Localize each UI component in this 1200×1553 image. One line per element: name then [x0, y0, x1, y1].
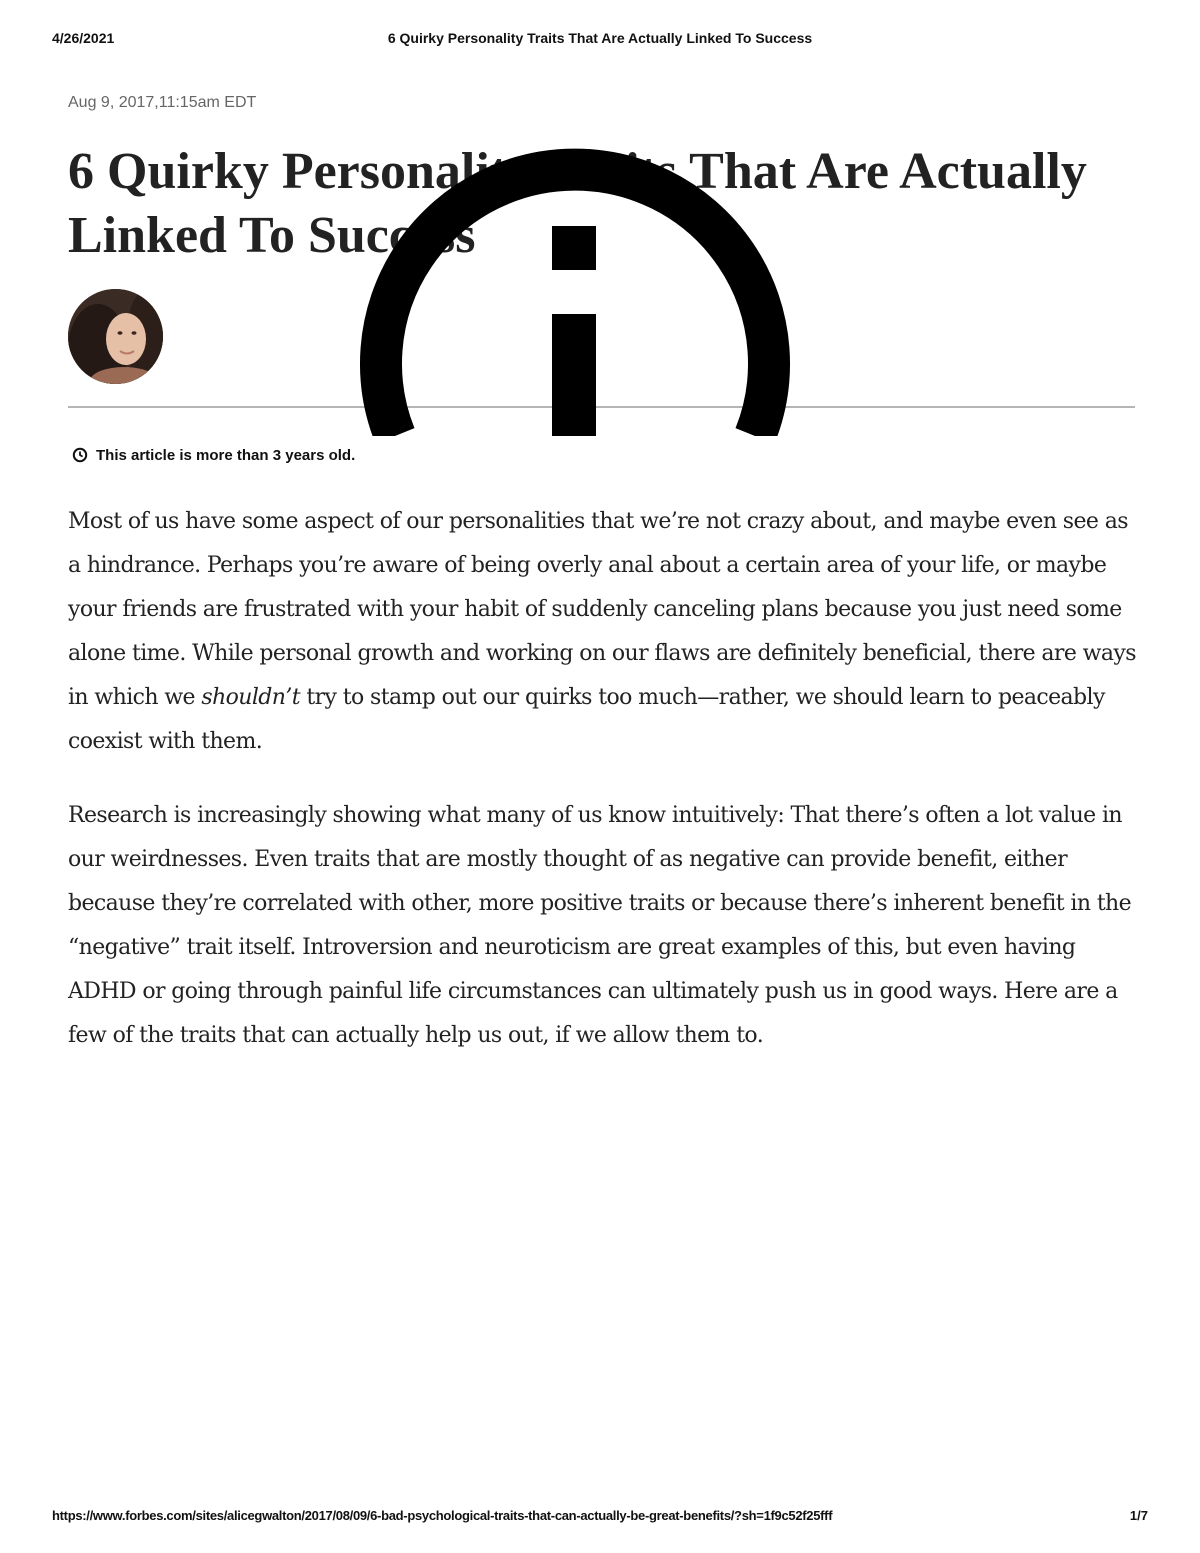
print-footer: [52, 1508, 1148, 1526]
author-photo: [68, 289, 163, 384]
print-header: [52, 30, 1148, 50]
paragraph-2: Research is increasingly showing what many of us know intuitively: That there’s often a lot value in our weirdnesses. Even traits that are mostly thought of as negative can provide benefit, either because they’re correlated with other, more positive traits or because there’s inherent benefit in the “negative” trait itself. Introversion and neuroticism are great examples of this, but even having ADHD or going through painful life circumstances can ultimately push us in good ways. Here are a few of the traits that can actually help us out, if we allow them to.: [68, 803, 1132, 1048]
print-title: 6 Quirky Personality Traits That Are Actually Linked To Success: [387, 30, 813, 46]
page-number: 1/7: [1129, 1508, 1148, 1523]
author-avatar[interactable]: [68, 289, 163, 384]
article-body: [68, 500, 1140, 1088]
article-headline: 6 Quirky Personality Traits That Are Actually Linked To Success: [68, 143, 1087, 264]
clock-icon: [72, 447, 88, 463]
print-date: 4/26/2021: [52, 30, 115, 46]
paragraph-1: Most of us have some aspect of our personalities that we’re not crazy about, and maybe even see as a hindrance. Perhaps you’re aware of being overly anal about a certain area of your life, or maybe your friends are frustrated with your habit of suddenly canceling plans because you just need some alone time. While personal growth and working on our flaws are definitely beneficial, there are ways in which we shouldn’t try to stamp out our quirks too much—rather, we should learn to peaceably coexist with them.: [68, 509, 1136, 754]
emphasis-text: shouldn’t: [201, 685, 300, 710]
print-url: https://www.forbes.com/sites/alicegwalton/2017/08/09/6-bad-psychological-traits-that-can-actually-be-great-benefits/?sh=1f9c52f25fff: [52, 1508, 833, 1523]
article-timestamp: Aug 9, 2017,11:15am EDT: [68, 94, 257, 111]
article-age-notice: [72, 445, 355, 465]
info-icon: [358, 118, 792, 436]
age-notice-text: This article is more than 3 years old.: [96, 446, 356, 464]
